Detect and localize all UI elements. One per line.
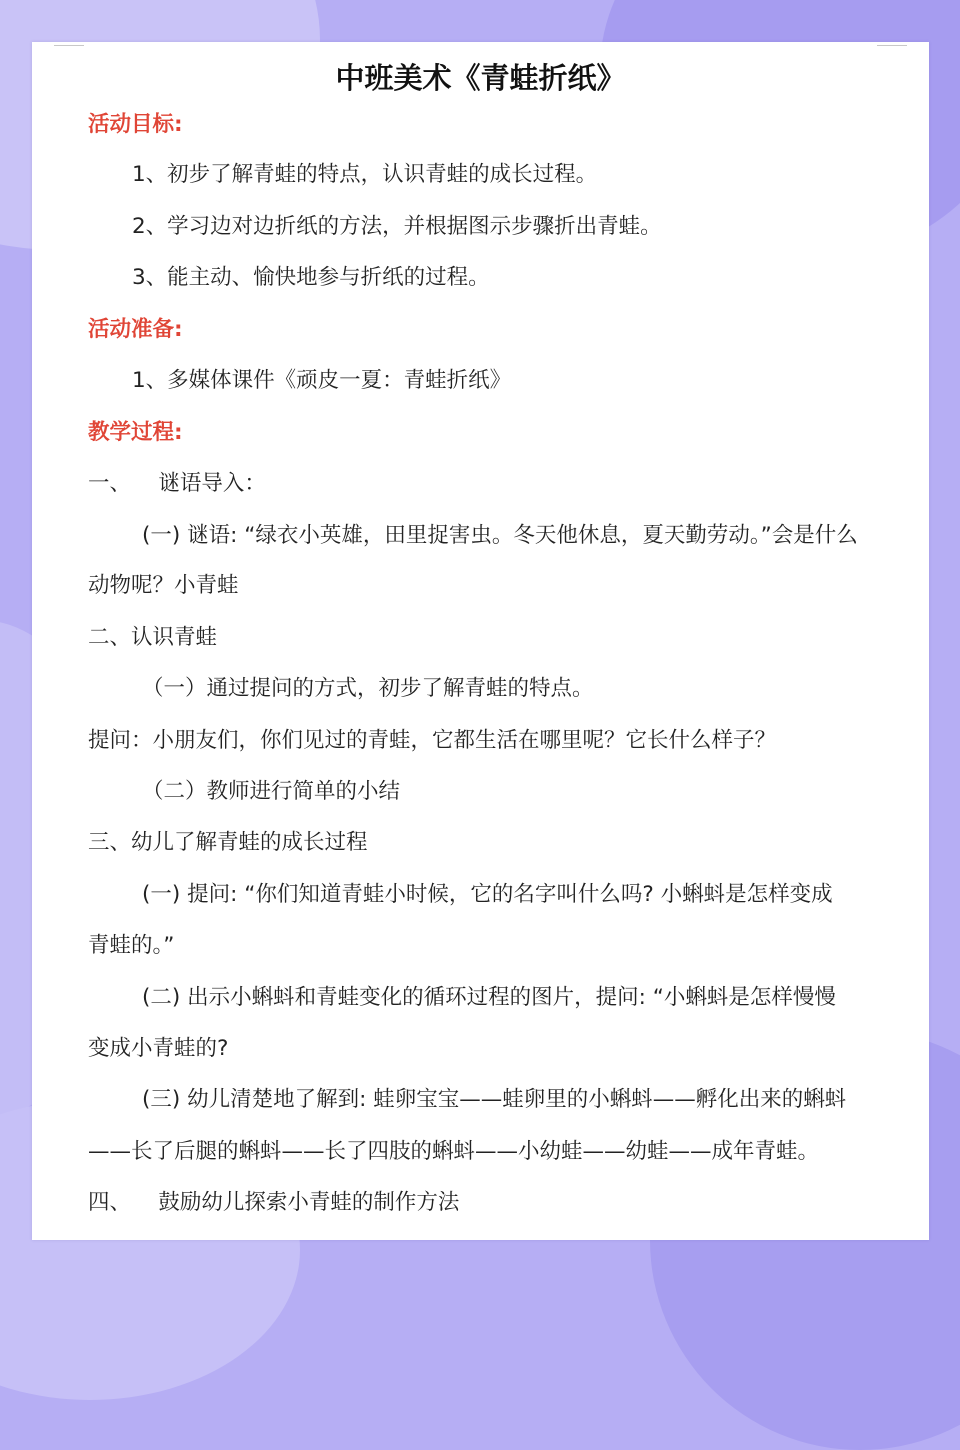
goal-item: 1、初步了解青蛙的特点，认识青蛙的成长过程。 [132, 162, 598, 187]
process-line: (一) 谜语: “绿衣小英雄，田里捉害虫。冬天他休息，夏天勤劳动。”会是什么 [142, 523, 858, 548]
document-title: 中班美术《青蛙折纸》 [335, 61, 626, 95]
process-line: ——长了后腿的蝌蚪——长了四肢的蝌蚪——小幼蛙——幼蛙——成年青蛙。 [88, 1139, 820, 1164]
process-line: 青蛙的。” [88, 933, 175, 958]
section-heading-preparation: 活动准备: [88, 317, 183, 342]
process-line: 二、认识青蛙 [88, 625, 218, 650]
corner-mark [877, 45, 907, 46]
process-line: 三、幼儿了解青蛙的成长过程 [88, 830, 368, 855]
process-line: 四、 鼓励幼儿探索小青蛙的制作方法 [88, 1190, 460, 1215]
preparation-item: 1、多媒体课件《顽皮一夏：青蛙折纸》 [132, 368, 512, 393]
section-heading-process: 教学过程: [88, 420, 183, 445]
process-line: 动物呢？小青蛙 [88, 573, 239, 598]
process-line: (二) 出示小蝌蚪和青蛙变化的循环过程的图片，提问: “小蝌蚪是怎样慢慢 [142, 985, 836, 1010]
corner-mark [54, 45, 84, 46]
process-line: (三) 幼儿清楚地了解到: 蛙卵宝宝——蛙卵里的小蝌蚪——孵化出来的蝌蚪 [142, 1087, 847, 1112]
process-line: （二）教师进行简单的小结 [142, 779, 401, 804]
goal-item: 2、学习边对边折纸的方法，并根据图示步骤折出青蛙。 [132, 214, 662, 239]
goal-item: 3、能主动、愉快地参与折纸的过程。 [132, 265, 490, 290]
section-heading-goals: 活动目标: [88, 112, 183, 137]
process-line: 提问：小朋友们，你们见过的青蛙，它都生活在哪里呢？它长什么样子？ [88, 728, 777, 753]
process-line: (一) 提问: “你们知道青蛙小时候，它的名字叫什么吗? 小蝌蚪是怎样变成 [142, 882, 833, 907]
process-line: （一）通过提问的方式，初步了解青蛙的特点。 [142, 676, 594, 701]
document-page [32, 42, 929, 1240]
process-line: 一、 谜语导入： [88, 471, 266, 496]
process-line: 变成小青蛙的? [88, 1036, 229, 1061]
